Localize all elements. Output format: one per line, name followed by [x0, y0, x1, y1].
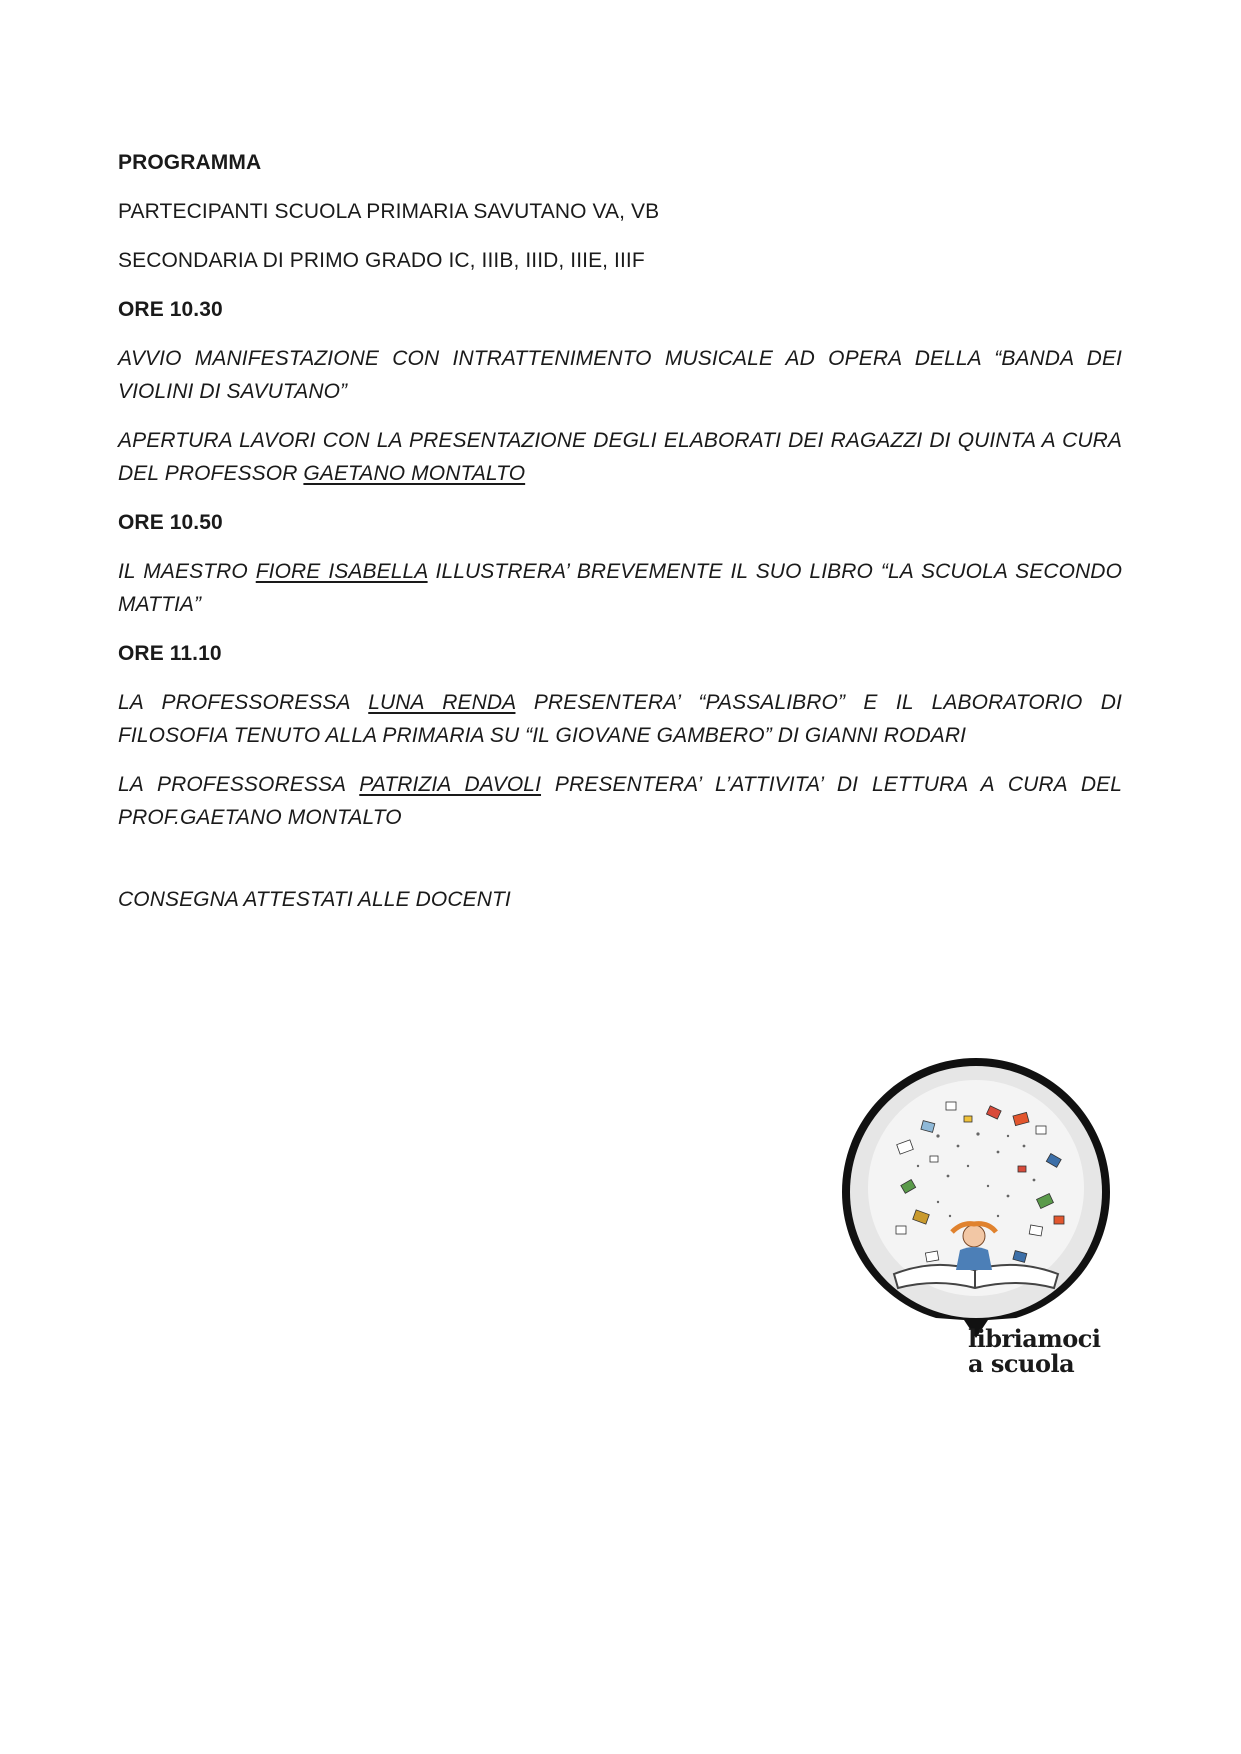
logo-wordmark-line2: a scuola	[968, 1349, 1075, 1378]
item-text: IL MAESTRO	[118, 560, 256, 583]
time-slot-1030: ORE 10.30	[118, 298, 223, 321]
participants-secondary: SECONDARIA DI PRIMO GRADO IC, IIIB, IIID, IIIE, IIIF	[118, 249, 645, 272]
participants-primary: PARTECIPANTI SCUOLA PRIMARIA SAVUTANO VA, VB	[118, 200, 660, 223]
logo-wordmark-line1: libriamoci	[968, 1324, 1101, 1353]
speaker-name: PATRIZIA DAVOLI	[359, 773, 542, 796]
programme-item-passalibro	[118, 686, 1122, 752]
speaker-name: FIORE ISABELLA	[255, 560, 428, 583]
programme-item-book-illustration	[118, 555, 1122, 621]
blank-line	[118, 850, 1122, 883]
item-text: PRESENTERA’ L’ATTIVITA’ DI LETTURA A CURA DEL PROF.GAETANO MONTALTO	[118, 773, 1122, 829]
item-text: LA PROFESSORESSA	[118, 773, 360, 796]
logo-wordmark	[968, 1326, 1100, 1376]
programme-item-works-presentation	[118, 424, 1122, 490]
programme-item-opening-music: AVVIO MANIFESTAZIONE CON INTRATTENIMENTO MUSICALE AD OPERA DELLA “BANDA DEI VIOLINI DI SAVUTANO”	[118, 347, 1122, 403]
time-slot-1050: ORE 10.50	[118, 511, 223, 534]
item-text: APERTURA LAVORI CON LA PRESENTAZIONE DEGLI ELABORATI DEI RAGAZZI DI QUINTA A CURA DEL PROFESSOR	[118, 429, 1122, 485]
closing-item: CONSEGNA ATTESTATI ALLE DOCENTI	[118, 888, 511, 911]
speaker-name: LUNA RENDA	[368, 691, 516, 714]
time-slot-1110: ORE 11.10	[118, 642, 222, 665]
item-text: PRESENTERA’ “PASSALIBRO” E IL LABORATORIO DI FILOSOFIA TENUTO ALLA PRIMARIA SU “IL GIOVANE GAMBERO” DI GIANNI RODARI	[118, 691, 1122, 747]
item-text: ILLUSTRERA’ BREVEMENTE IL SUO LIBRO “LA SCUOLA SECONDO MATTIA”	[118, 560, 1123, 616]
speaker-name: GAETANO MONTALTO	[303, 462, 526, 485]
programme-document	[118, 146, 1122, 932]
programme-item-reading-activity	[118, 768, 1122, 834]
item-text: LA PROFESSORESSA	[118, 691, 369, 714]
document-heading: PROGRAMMA	[118, 151, 262, 174]
